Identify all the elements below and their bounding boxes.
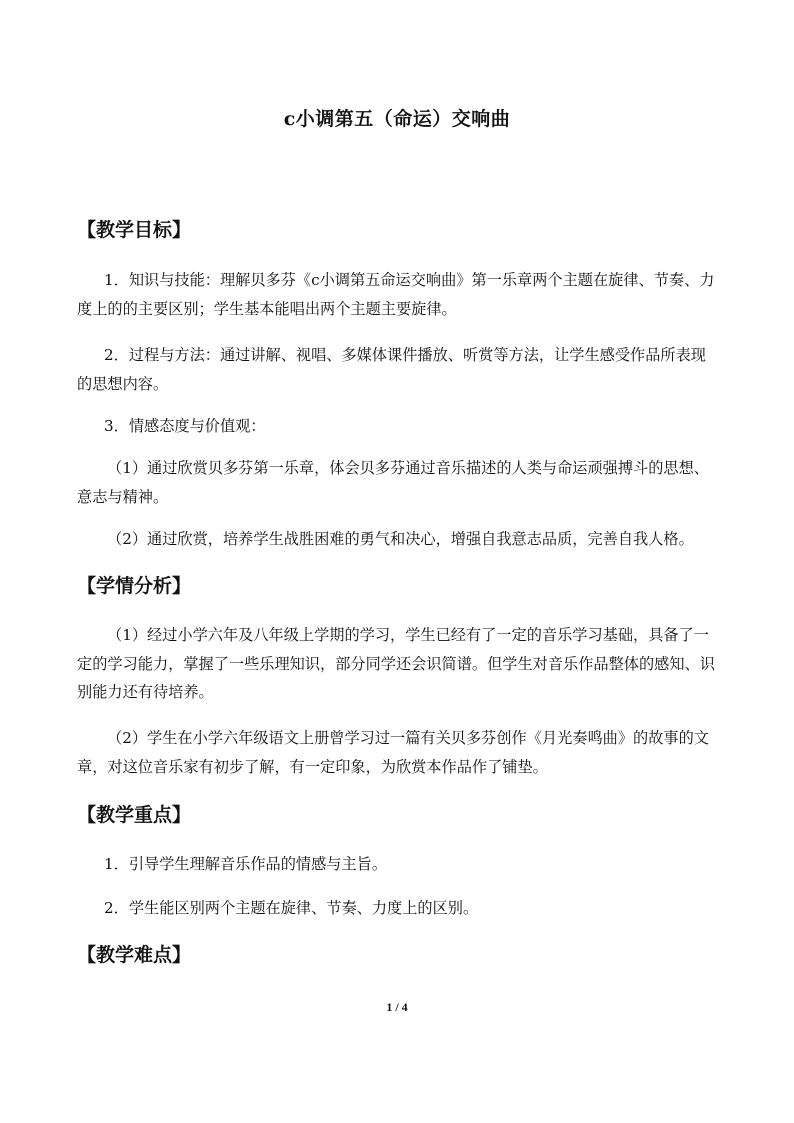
- page-number: 1 / 4: [386, 1000, 408, 1014]
- analysis-paragraph-2: （2）学生在小学六年级语文上册曾学习过一篇有关贝多芬创作《月光奏鸣曲》的故事的文章，对这位音乐家有初步了解，有一定印象，为欣赏本作品作了铺垫。: [77, 729, 709, 776]
- goals-paragraph-1: 1．知识与技能：理解贝多芬《c小调第五命运交响曲》第一乐章两个主题在旋律、节奏、力度上的的主要区别；学生基本能唱出两个主题主要旋律。: [77, 271, 715, 318]
- focus-paragraph-2: 2．学生能区别两个主题在旋律、节奏、力度上的区别。: [104, 899, 479, 917]
- goals-paragraph-5: （2）通过欣赏，培养学生战胜困难的勇气和决心，增强自我意志品质，完善自我人格。: [107, 530, 694, 548]
- heading-teaching-goals: 【教学目标】: [77, 219, 192, 241]
- goals-paragraph-4: （1）通过欣赏贝多芬第一乐章，体会贝多芬通过音乐描述的人类与命运顽强搏斗的思想、意志与精神。: [77, 459, 709, 506]
- goals-paragraph-3: 3．情感态度与价值观：: [104, 417, 266, 435]
- heading-teaching-difficulty: 【教学难点】: [77, 944, 192, 966]
- document-title: c小调第五（命运）交响曲: [283, 108, 511, 130]
- heading-student-analysis: 【学情分析】: [77, 575, 192, 597]
- analysis-paragraph-1: （1）经过小学六年及八年级上学期的学习，学生已经有了一定的音乐学习基础，具备了一定的学习能力，掌握了一些乐理知识，部分同学还会识简谱。但学生对音乐作品整体的感知、识别能力还有待培养。: [77, 626, 715, 701]
- heading-teaching-focus: 【教学重点】: [77, 804, 192, 826]
- focus-paragraph-1: 1．引导学生理解音乐作品的情感与主旨。: [104, 855, 388, 873]
- goals-paragraph-2: 2．过程与方法：通过讲解、视唱、多媒体课件播放、听赏等方法，让学生感受作品所表现的思想内容。: [77, 346, 706, 393]
